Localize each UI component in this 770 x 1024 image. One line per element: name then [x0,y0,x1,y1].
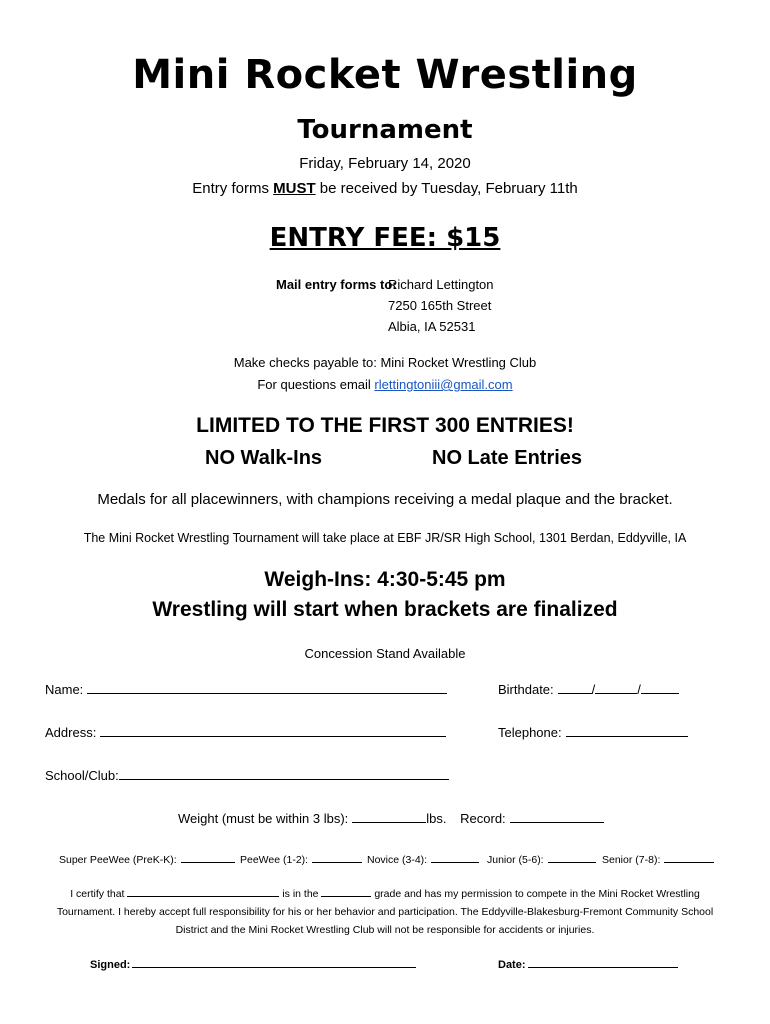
no-walkins: NO Walk-Ins [205,447,323,469]
birthdate-field [498,681,679,697]
mail-city: Albia, IA 52531 [388,319,476,334]
birthdate-label: Birthdate: [498,682,554,697]
certify-part-2: is in the [282,888,319,900]
weight-input[interactable] [352,810,426,823]
division-senior-label: Senior (7-8): [602,854,661,866]
division-novice-input[interactable] [431,852,479,863]
medals-info: Medals for all placewinners, with champions receiving a medal plaque and the bracket. [97,491,673,508]
division-superpeewee-label: Super PeeWee (PreK-K): [59,854,177,866]
mail-name: Richard Lettington [388,277,494,292]
division-senior [602,852,714,866]
date-input[interactable] [528,957,678,968]
telephone-label: Telephone: [498,725,562,740]
questions-line [0,377,770,392]
signature-input[interactable] [132,957,416,968]
certify-child-name-input[interactable] [127,886,279,897]
concession-info: Concession Stand Available [304,646,466,661]
entry-fee: ENTRY FEE: $15 [269,223,501,253]
school-label: School/Club: [45,768,119,783]
division-junior [487,852,596,866]
division-peewee [240,852,362,866]
division-peewee-label: PeeWee (1-2): [240,854,309,866]
entry-deadline-pre: Entry forms [192,180,274,197]
limited-notice: LIMITED TO THE FIRST 300 ENTRIES! [196,414,574,437]
division-novice-label: Novice (3-4): [367,854,428,866]
name-label: Name: [45,682,84,697]
entry-deadline-post: be received by Tuesday, February 11th [315,180,578,197]
certify-statement [0,885,770,939]
school-field [45,767,449,783]
certify-part-1: I certify that [70,888,125,900]
division-senior-input[interactable] [664,852,714,863]
school-input[interactable] [119,767,449,780]
record-input[interactable] [510,810,604,823]
division-peewee-input[interactable] [312,852,362,863]
signed-label: Signed: [90,959,131,971]
signed-field [90,957,416,971]
entry-deadline [0,180,770,197]
address-label: Address: [45,725,97,740]
birthdate-day-input[interactable] [595,681,637,694]
birthdate-year-input[interactable] [641,681,679,694]
wrestling-start: Wrestling will start when brackets are finalized [152,598,618,621]
birthdate-sep-2: / [637,682,641,697]
weighins-time: Weigh-Ins: 4:30-5:45 pm [264,568,506,591]
mail-label: Mail entry forms to: [276,277,397,292]
venue-info: The Mini Rocket Wrestling Tournament will take place at EBF JR/SR High School, 1301 Berdan, Eddyville, IA [83,531,687,545]
weight-field [178,810,604,826]
date-label: Date: [498,959,526,971]
address-field [45,724,446,740]
name-input[interactable] [87,681,447,694]
entry-deadline-must: MUST [273,180,316,197]
division-junior-label: Junior (5-6): [487,854,544,866]
certify-part-3: grade and has my permission to compete in the Mini Rocket Wrestling Tournament. I hereby accept full responsibility for his or her behavior and participation. The Eddyville-Blakesburg-Fremont Community School District and the Mini Rocket Wrestling Club will not be responsible for accidents or injuries. [56,888,714,936]
birthdate-sep-1: / [591,682,596,697]
division-superpeewee [59,852,235,866]
record-label: Record: [460,811,506,826]
checks-payable: Make checks payable to: Mini Rocket Wrestling Club [233,355,537,370]
telephone-field [498,724,688,740]
division-novice [367,852,479,866]
page-subtitle: Tournament [297,115,473,145]
weight-label: Weight (must be within 3 lbs): [178,811,349,826]
email-link[interactable]: rlettingtoniii@gmail.com [374,377,513,392]
address-input[interactable] [100,724,446,737]
event-date: Friday, February 14, 2020 [299,155,471,172]
division-superpeewee-input[interactable] [181,852,235,863]
division-junior-input[interactable] [548,852,596,863]
weight-unit: lbs. [426,811,447,826]
birthdate-month-input[interactable] [558,681,592,694]
no-late-entries: NO Late Entries [432,447,583,469]
telephone-input[interactable] [566,724,688,737]
mail-street: 7250 165th Street [388,298,492,313]
certify-grade-input[interactable] [321,886,371,897]
questions-pre: For questions email [257,377,375,392]
page-title: Mini Rocket Wrestling [132,52,638,98]
name-field [45,681,447,697]
date-field [498,957,678,971]
